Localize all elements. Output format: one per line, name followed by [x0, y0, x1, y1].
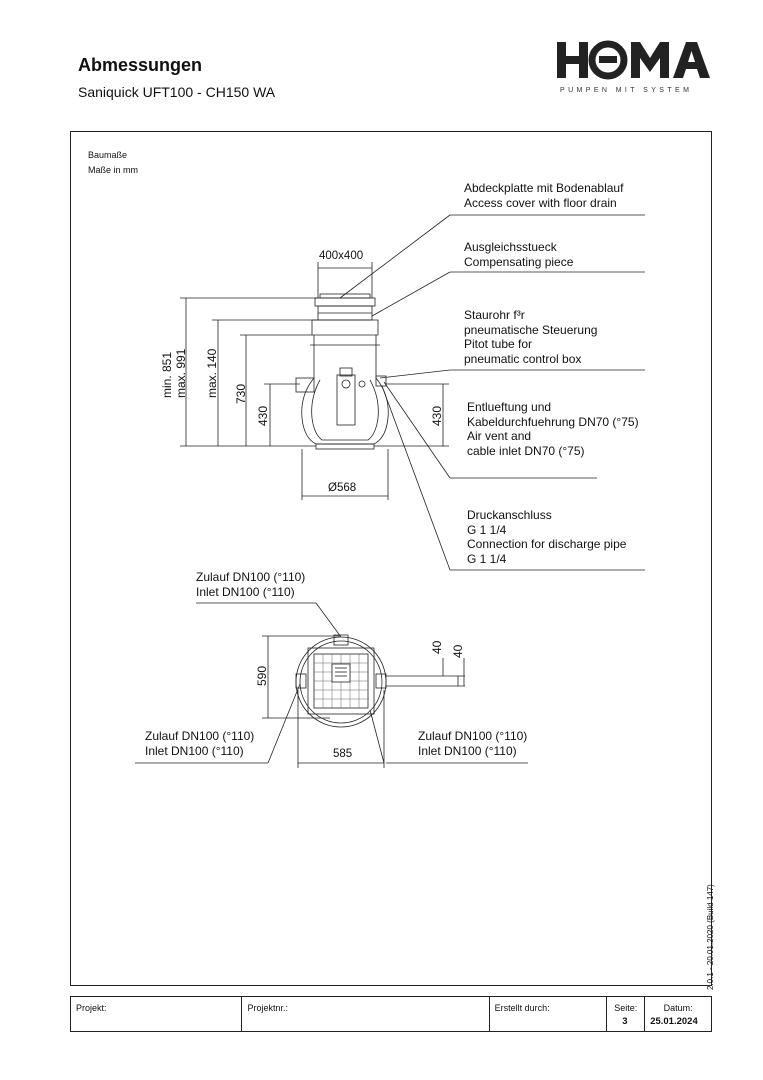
dim-min-height: min. 851 — [160, 351, 174, 398]
page-title: Abmessungen — [78, 55, 203, 75]
note-pitot-tube: Staurohr f³r pneumatische Steuerung Pitot tube for pneumatic control box — [464, 308, 598, 366]
footer-projektnr: Projektnr.: — [242, 997, 489, 1031]
dim-430-right: 430 — [430, 405, 444, 426]
dim-590: 590 — [255, 665, 269, 686]
floor-drain — [332, 664, 350, 682]
note-discharge: Druckanschluss G 1 1/4 Connection for discharge pipe G 1 1/4 — [467, 508, 627, 566]
note-inlet-left: Zulauf DN100 (°110) Inlet DN100 (°110) — [145, 729, 255, 758]
note-inlet-right: Zulauf DN100 (°110) Inlet DN100 (°110) — [418, 729, 528, 758]
dim-cover-size: 400x400 — [319, 250, 364, 262]
drawing-meta-units: Maße in mm — [88, 165, 139, 175]
drawing-meta-baumasse: Baumaße — [88, 150, 128, 160]
access-cover — [315, 298, 375, 306]
dim-585: 585 — [333, 748, 353, 760]
dim-430-left: 430 — [256, 405, 270, 426]
dim-40-b: 40 — [451, 644, 465, 658]
footer-seite: Seite: 3 — [607, 997, 645, 1031]
dim-40-a: 40 — [430, 640, 444, 654]
footer-datum-value: 25.01.2024 — [650, 1016, 698, 1027]
leader-inlet-top — [316, 603, 341, 637]
footer-erstellt: Erstellt durch: — [490, 997, 608, 1031]
note-compensating-piece: Ausgleichsstueck Compensating piece — [464, 240, 574, 269]
note-air-vent: Entlueftung und Kabeldurchfuehrung DN70 (°75) Air vent and cable inlet DN70 (°75) — [467, 400, 639, 458]
page-subtitle: Saniquick UFT100 - CH150 WA — [78, 84, 276, 100]
dim-max-height: max. 991 — [174, 348, 188, 398]
leader-vent — [384, 382, 450, 478]
dim-diameter: Ø568 — [328, 482, 357, 494]
footer-seite-value: 3 — [622, 1016, 628, 1027]
note-access-cover: Abdeckplatte mit Bodenablauf Access cover with floor drain — [464, 181, 624, 210]
build-info: 2.0.1 - 20.01.2020 (Build 147) — [706, 884, 715, 990]
footer-datum: Datum: 25.01.2024 — [650, 1003, 698, 1027]
leader-compensating — [372, 272, 450, 316]
dim-max-140: max. 140 — [205, 348, 219, 398]
note-inlet-top: Zulauf DN100 (°110) Inlet DN100 (°110) — [196, 570, 306, 599]
leader-inlet-right — [370, 710, 384, 763]
logo-tagline: PUMPEN MIT SYSTEM — [560, 87, 693, 94]
footer-projekt: Projekt: — [71, 997, 242, 1031]
dim-730: 730 — [234, 383, 248, 404]
leader-inlet-left — [268, 684, 300, 763]
leader-pitot — [380, 370, 450, 378]
footer-table — [70, 996, 712, 1032]
